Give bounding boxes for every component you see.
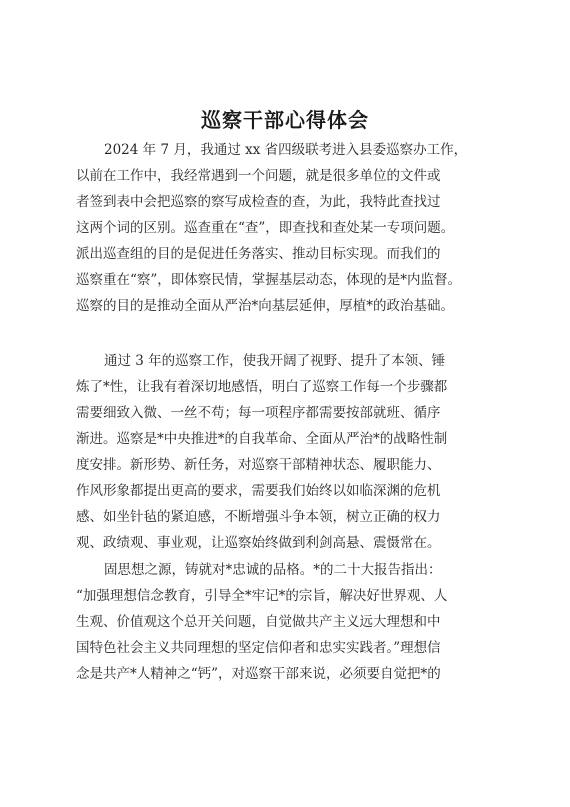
paragraph-2-line-4: 渐进。巡察是*中央推进*的自我革命、全面从严治*的战略性制 — [76, 431, 448, 447]
paragraph-1-line-6: 巡察重在“察”，即体察民情，掌握基层动态，体现的是*内监督。 — [76, 272, 462, 288]
paragraph-2-line-2: 炼了*性，让我有着深切地感悟，明白了巡察工作每一个步骤都 — [76, 379, 448, 395]
paragraph-1-line-1: 2024 年 7 月，我通过 xx 省四级联考进入县委巡察办工作， — [104, 142, 468, 158]
paragraph-1-line-5: 派出巡查组的目的是促进任务落实、推动目标实现。而我们的 — [76, 246, 441, 262]
document-title: 巡察干部心得体会 — [201, 108, 369, 132]
paragraph-2-line-3: 需要细致入微、一丝不苟；每一项程序都需要按部就班、循序 — [76, 405, 441, 421]
paragraph-3-line-4: 国特色社会主义共同理想的坚定信仰者和忠实实践者。”理想信 — [76, 640, 441, 656]
paragraph-1-line-2: 以前在工作中，我经常遇到一个问题，就是很多单位的文件或 — [76, 168, 441, 184]
paragraph-2-line-6: 作风形象都提出更高的要求，需要我们始终以如临深渊的危机 — [76, 483, 441, 499]
paragraph-3-line-2: “加强理想信念教育，引导全*牢记*的宗旨，解决好世界观、人 — [76, 588, 448, 604]
paragraph-2-line-1: 通过 3 年的巡察工作，使我开阔了视野、提升了本领、锤 — [104, 353, 446, 369]
paragraph-2-line-7: 感、如坐针毡的紧迫感，不断增强斗争本领，树立正确的权力 — [76, 509, 441, 525]
paragraph-3-line-5: 念是共产*人精神之“钙”，对巡察干部来说，必须要自觉把*的 — [76, 666, 441, 682]
paragraph-1-line-4: 这两个词的区别。巡查重在“查”，即查找和查处某一专项问题。 — [76, 220, 455, 236]
paragraph-3-line-1: 固思想之源，铸就对*忠诚的品格。*的二十大报告指出： — [104, 562, 442, 578]
paragraph-1-line-3: 者签到表中会把巡察的察写成检查的查，为此，我特此查找过 — [76, 194, 441, 210]
paragraph-1-line-7: 巡察的目的是推动全面从严治*向基层延伸，厚植*的政治基础。 — [76, 298, 454, 314]
paragraph-2-line-5: 度安排。新形势、新任务，对巡察干部精神状态、履职能力、 — [76, 457, 441, 473]
paragraph-3-line-3: 生观、价值观这个总开关问题，自觉做共产主义远大理想和中 — [76, 614, 441, 630]
paragraph-2-line-8: 观、政绩观、事业观，让巡察始终做到利剑高悬、震慑常在。 — [76, 535, 441, 551]
